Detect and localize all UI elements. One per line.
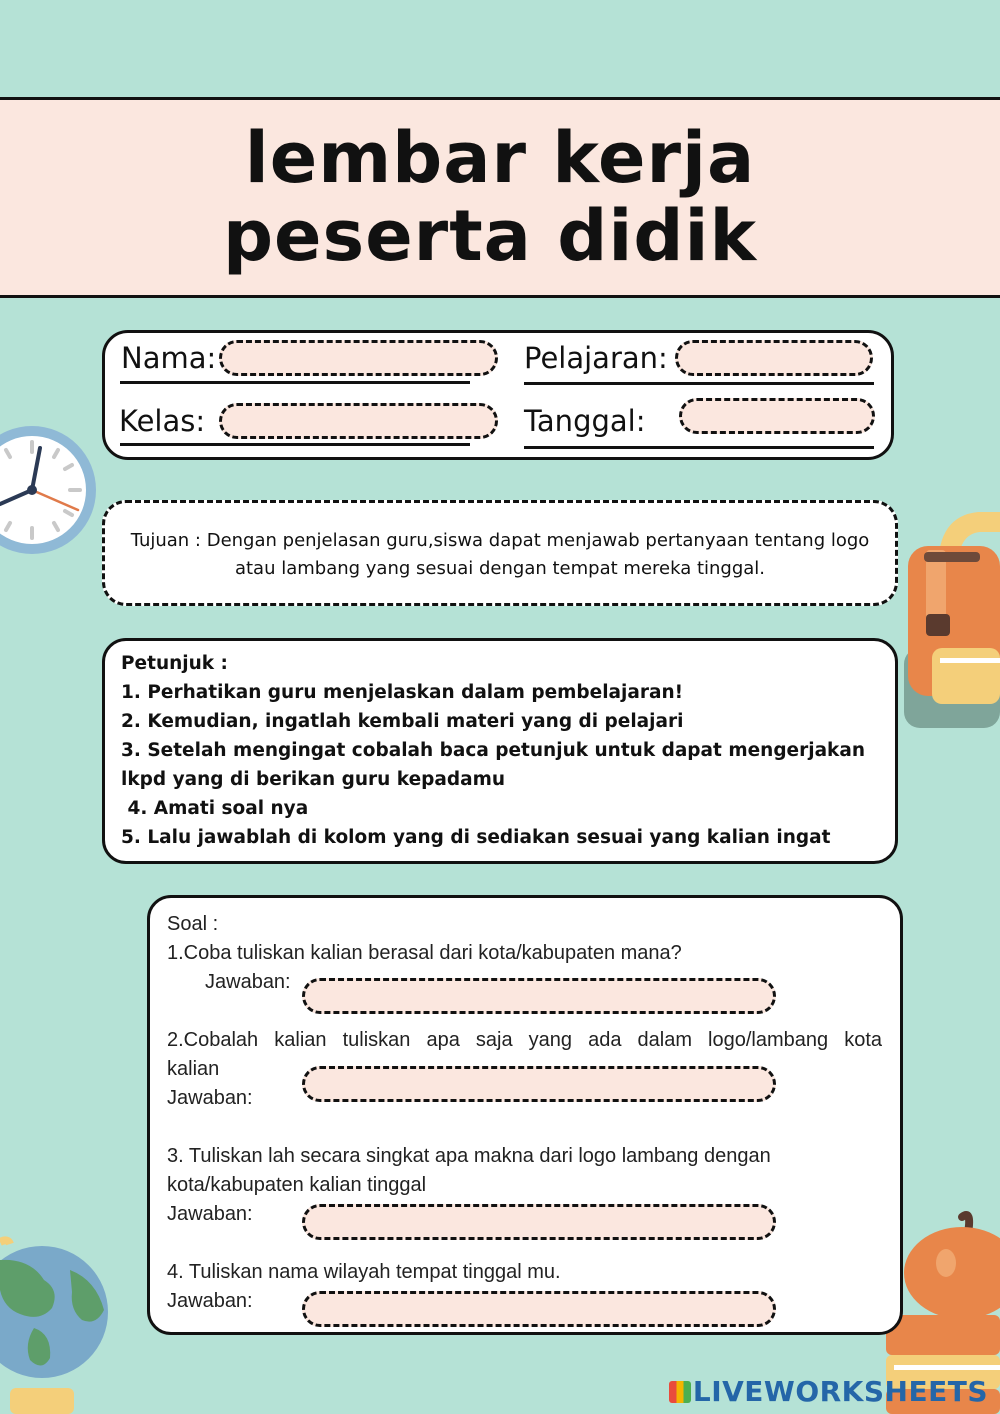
soal-heading: Soal : <box>167 913 219 935</box>
backpack-icon <box>898 498 1000 738</box>
nama-input[interactable] <box>219 340 498 376</box>
answer-input-4[interactable] <box>302 1291 776 1327</box>
question-1: 1.Coba tuliskan kalian berasal dari kota/kabupaten mana? <box>167 942 682 964</box>
tanggal-underline <box>524 446 874 449</box>
answer-label-4: Jawaban: <box>167 1290 253 1312</box>
question-2-line2: kalian <box>167 1058 220 1080</box>
petunjuk-line: 1. Perhatikan guru menjelaskan dalam pembelajaran! <box>121 682 684 703</box>
kelas-label: Kelas: <box>119 404 206 438</box>
petunjuk-box <box>102 638 898 864</box>
question-4: 4. Tuliskan nama wilayah tempat tinggal mu. <box>167 1261 561 1283</box>
petunjuk-line: 3. Setelah mengingat cobalah baca petunjuk untuk dapat mengerjakan <box>121 740 866 761</box>
petunjuk-heading: Petunjuk : <box>121 653 228 674</box>
kelas-underline <box>120 443 470 446</box>
answer-label-1: Jawaban: <box>205 971 291 993</box>
tanggal-input[interactable] <box>679 398 875 434</box>
pelajaran-input[interactable] <box>675 340 873 376</box>
question-3-line1: 3. Tuliskan lah secara singkat apa makna dari logo lambang dengan <box>167 1145 771 1167</box>
kelas-input[interactable] <box>219 403 498 439</box>
clock-icon <box>0 420 100 560</box>
tujuan-box <box>102 500 898 606</box>
nama-label: Nama: <box>121 341 217 375</box>
answer-label-3: Jawaban: <box>167 1203 253 1225</box>
answer-input-3[interactable] <box>302 1204 776 1240</box>
pelajaran-underline <box>524 382 874 385</box>
liveworksheets-logo-text: LIVEWORKSHEETS <box>692 1375 988 1408</box>
page-title-line2: peserta didik <box>222 195 758 277</box>
question-3-line2: kota/kabupaten kalian tinggal <box>167 1174 427 1196</box>
globe-icon <box>0 1230 115 1414</box>
answer-input-2[interactable] <box>302 1066 776 1102</box>
petunjuk-line: 5. Lalu jawablah di kolom yang di sediakan sesuai yang kalian ingat <box>121 827 831 848</box>
answer-label-2: Jawaban: <box>167 1087 253 1109</box>
petunjuk-line: 4. Amati soal nya <box>121 798 309 819</box>
petunjuk-line: 2. Kemudian, ingatlah kembali materi yang di pelajari <box>121 711 684 732</box>
liveworksheets-logo-icon <box>669 1381 691 1403</box>
liveworksheets-logo <box>669 1375 988 1408</box>
petunjuk-line: lkpd yang di berikan guru kepadamu <box>121 769 506 790</box>
answer-input-1[interactable] <box>302 978 776 1014</box>
nama-underline <box>120 381 470 384</box>
pelajaran-label: Pelajaran: <box>524 341 668 375</box>
question-2-line1: 2.Cobalah kalian tuliskan apa saja yang ada dalam logo/lambang kota <box>167 1029 882 1051</box>
tanggal-label: Tanggal: <box>524 404 646 438</box>
tujuan-text: Tujuan : Dengan penjelasan guru,siswa dapat menjawab pertanyaan tentang logo atau lambang yang sesuai dengan tempat mereka tinggal. <box>130 530 870 579</box>
page-title-line1: lembar kerja <box>244 117 756 199</box>
